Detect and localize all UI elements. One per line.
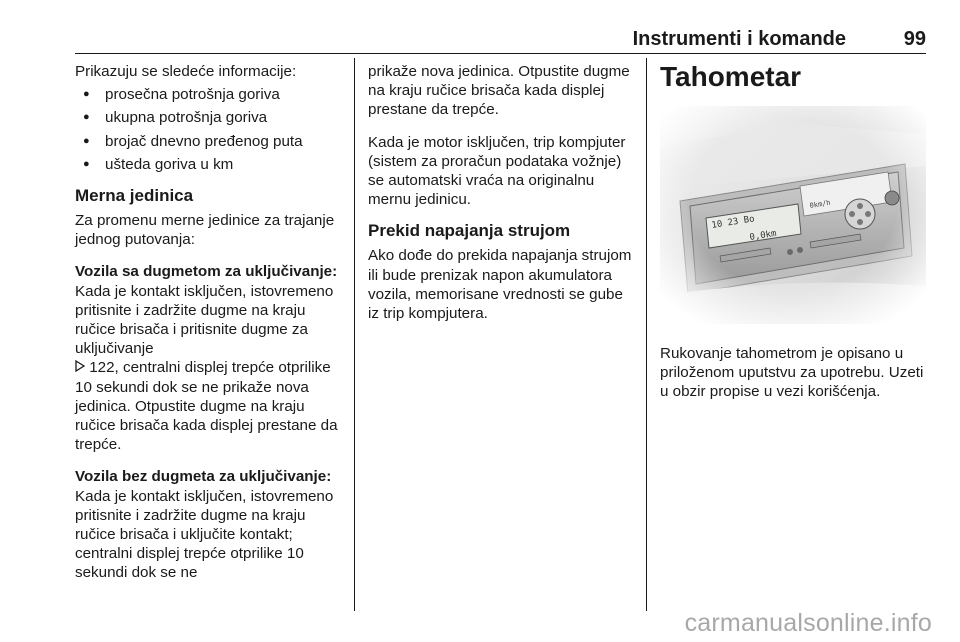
list-item: ● prosečna potrošnja goriva bbox=[75, 85, 347, 104]
without-button-label: Vozila bez dugmeta za uključivanje: bbox=[75, 468, 332, 486]
without-button-text: Kada je kontakt isključen, istovremeno pritisnite i zadržite dugme na kraju ručice brisača i uključite kontakt; centralni displej trepće otprilike 10 sekundi dok se ne bbox=[75, 487, 334, 582]
engine-off-paragraph: Kada je motor isključen, trip kompjuter (sistem za proračun podataka vožnje) se automatski vraća na originalnu mernu jedinicu. bbox=[368, 133, 626, 209]
section-title-tachograph: Tahometar bbox=[660, 61, 802, 92]
column-divider-2 bbox=[646, 58, 647, 611]
power-paragraph: Ako dođe do prekida napajanja strujom ili bude prenizak napon akumulatora vozila, memorisane vrednosti se gube iz trip kompjutera. bbox=[368, 247, 632, 323]
info-intro: Prikazuju se sledeće informacije: bbox=[75, 63, 297, 80]
column-left bbox=[75, 62, 347, 583]
tachograph-paragraph: Rukovanje tahometrom je opisano u priloženom uputstvu za upotrebu. Uzeti u obzir propise u vezi korišćenja. bbox=[660, 345, 924, 401]
info-list bbox=[75, 85, 347, 174]
with-button-label: Vozila sa dugmetom za uključivanje: bbox=[75, 263, 338, 281]
with-button-text-a: Kada je kontakt isključen, istovremeno pritisnite i zadržite dugme na kraju ručice brisača i pritisnite dugme za uključivanje bbox=[75, 282, 334, 358]
column-right bbox=[660, 62, 928, 402]
section-heading-power: Prekid napajanja strujom bbox=[368, 221, 571, 241]
section-heading-unit: Merna jedinica bbox=[75, 186, 194, 206]
unit-paragraph: Za promenu merne jedinice za trajanje jednog putovanja: bbox=[75, 212, 335, 249]
header-rule bbox=[75, 53, 926, 54]
list-item: ● brojač dnevno pređenog puta bbox=[75, 132, 347, 151]
list-item: ● ušteda goriva u km bbox=[75, 155, 347, 174]
list-item: ● ukupna potrošnja goriva bbox=[75, 108, 347, 127]
with-button-text-b: 122, centralni displej trepće otprilike 10 sekundi dok se ne prikaže nova jedinica. Otpustite dugme na kraju ručice brisača kada displej prestane da trepće. bbox=[75, 359, 338, 454]
column-divider-1 bbox=[354, 58, 355, 611]
header-title: Instrumenti i komande bbox=[632, 28, 846, 50]
without-button-paragraph bbox=[75, 467, 347, 582]
column-middle bbox=[368, 62, 638, 323]
page-ref-arrow-icon[interactable] bbox=[75, 358, 85, 377]
tachograph-illustration bbox=[660, 106, 926, 324]
watermark: carmanualsonline.info bbox=[684, 609, 932, 637]
with-button-paragraph bbox=[75, 262, 347, 454]
tachograph-image bbox=[660, 106, 926, 324]
page-number: 99 bbox=[903, 28, 926, 50]
page-header bbox=[75, 26, 926, 54]
continued-paragraph: prikaže nova jedinica. Otpustite dugme na kraju ručice brisača kada displej prestane da trepće. bbox=[368, 63, 630, 119]
